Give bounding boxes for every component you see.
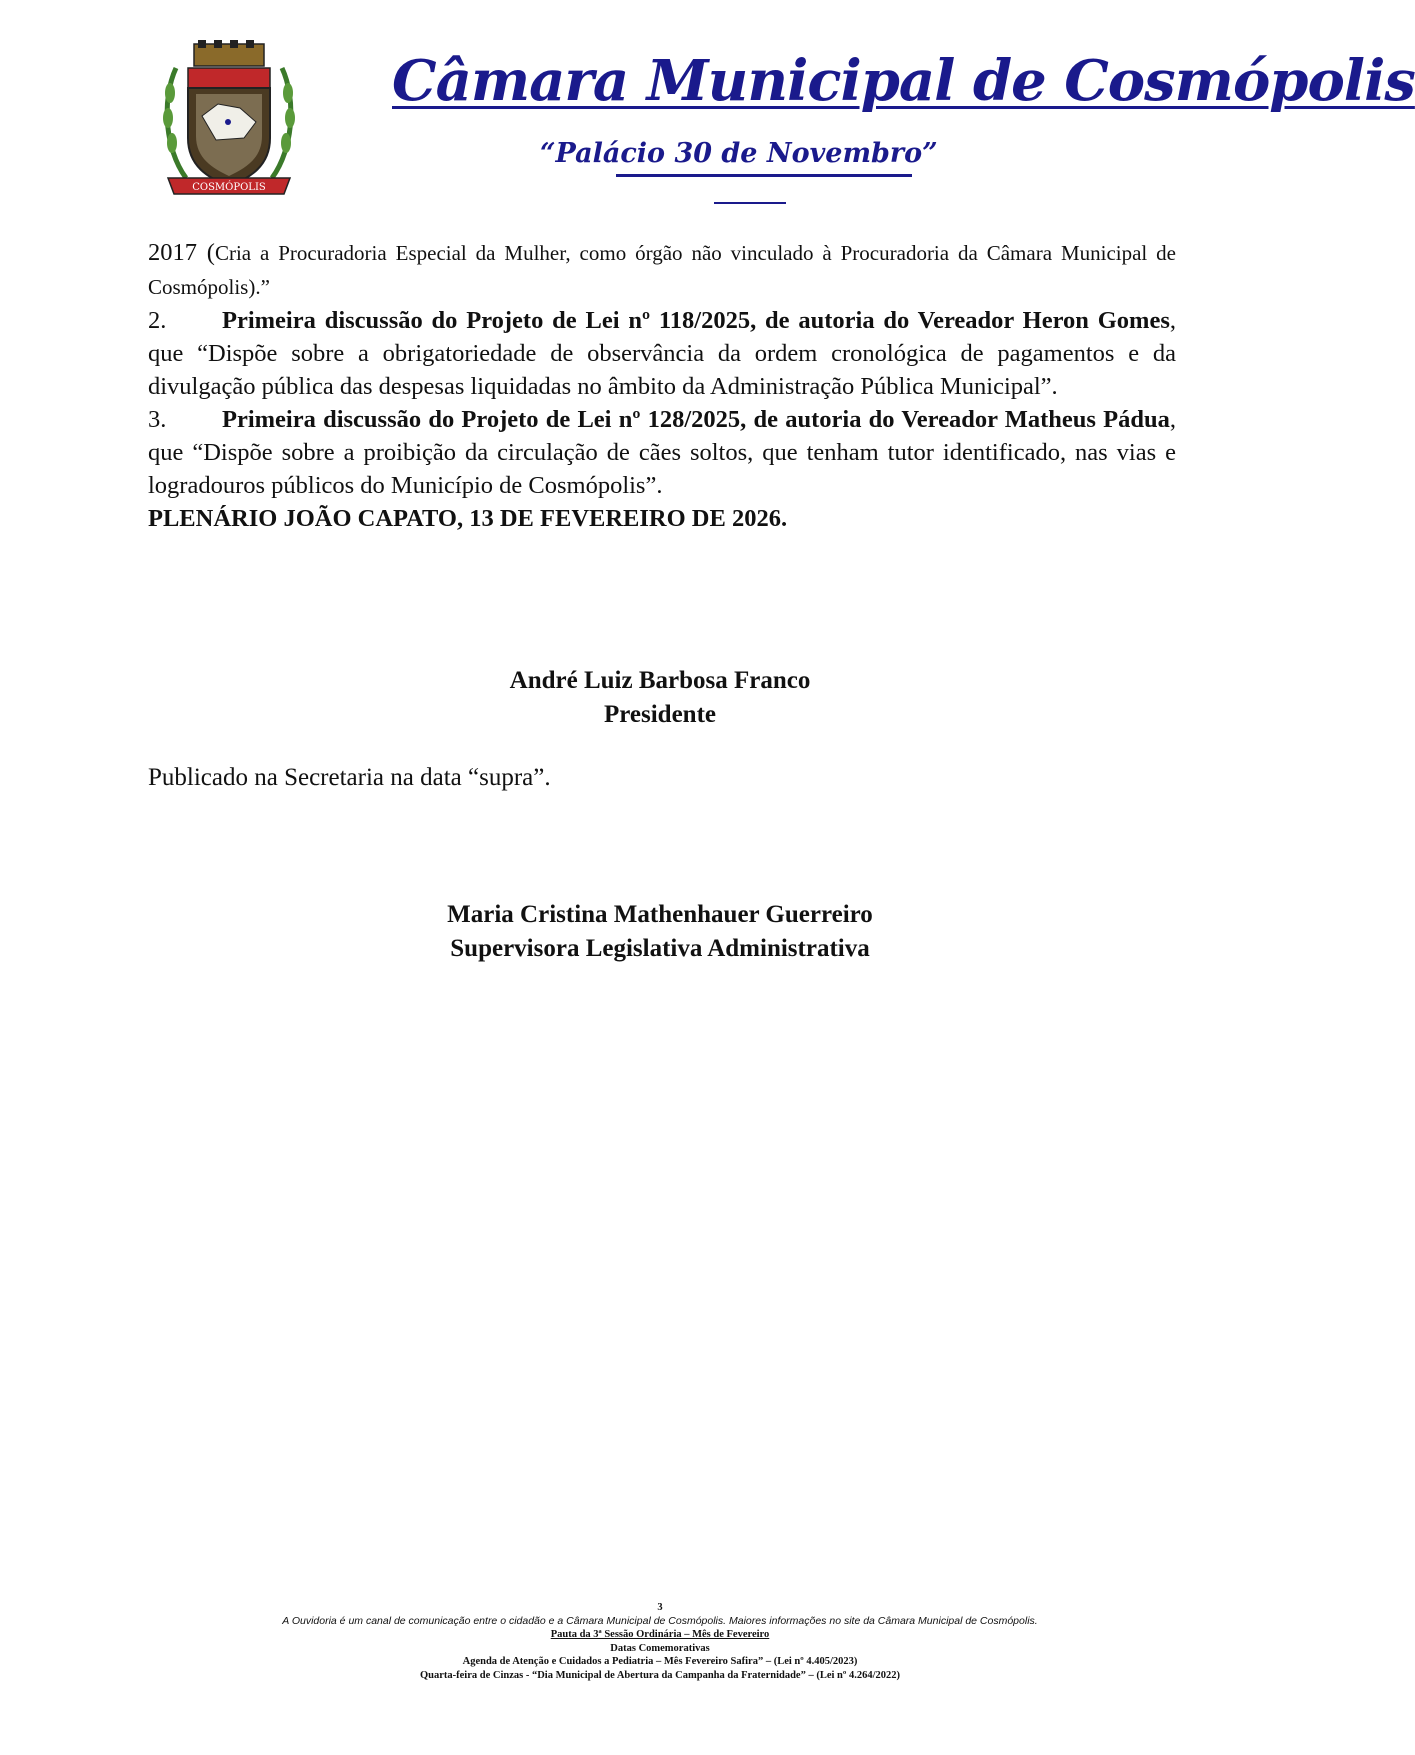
signature-president (0, 664, 1320, 732)
item-number: 3. (148, 406, 167, 433)
crest-ribbon-text: COSMÓPOLIS (192, 182, 266, 193)
intro-year: 2017 ( (148, 239, 215, 266)
item-description: , que “Dispõe sobre a obrigatoriedade de observância da ordem cronológica de pagamentos e da divulgação pública das despesas liquidadas no âmbito da Administração Pública Municipal”. (148, 307, 1176, 400)
subtitle-rule (616, 174, 912, 177)
signatory-name: Maria Cristina Mathenhauer Guerreiro (447, 901, 873, 928)
agenda-item (148, 304, 1176, 403)
ouvidoria-note: A Ouvidoria é um canal de comunicação entre o cidadão e a Câmara Municipal de Cosmópolis. Maiores informações no site da Câmara Municipal de Cosmópolis. (282, 1614, 1038, 1627)
item-title: Primeira discussão do Projeto de Lei nº 128/2025, de autoria do Vereador Matheus Pádua (222, 406, 1170, 433)
agenda-item (148, 403, 1176, 502)
page-footer (0, 1601, 1320, 1682)
page-number: 3 (657, 1602, 663, 1613)
item-description: , que “Dispõe sobre a proibição da circulação de cães soltos, que tenham tutor identificado, nas vias e logradouros públicos do Município de Cosmópolis”. (148, 406, 1176, 499)
municipal-crest-icon (158, 38, 300, 200)
item-number: 2. (148, 307, 167, 334)
signature-supervisor (0, 898, 1320, 966)
closing-line: PLENÁRIO JOÃO CAPATO, 13 DE FEVEREIRO DE 2026. (148, 505, 788, 532)
header-title: Câmara Municipal de Cosmópolis (392, 48, 1415, 114)
signatory-name: André Luiz Barbosa Franco (509, 667, 811, 694)
published-note: Publicado na Secretaria na data “supra”. (148, 764, 551, 791)
subtitle-short-rule (714, 202, 786, 204)
agenda-body (148, 236, 1176, 535)
commemorative-date-item: Agenda de Atenção e Cuidados a Pediatria – Mês Fevereiro Safira” – (Lei nº 4.405/2023) (462, 1656, 858, 1667)
pauta-title: Pauta da 3ª Sessão Ordinária – Mês de Fevereiro (550, 1629, 770, 1640)
intro-text: Cria a Procuradoria Especial da Mulher, como órgão não vinculado à Procuradoria da Câmara Municipal de Cosmópolis).” (148, 241, 1176, 299)
signatory-role: Supervisora Legislativa Administrativa (450, 935, 870, 962)
item-title: Primeira discussão do Projeto de Lei nº 118/2025, de autoria do Vereador Heron Gomes (222, 307, 1170, 334)
commemorative-date-item: Quarta-feira de Cinzas - “Dia Municipal de Abertura da Campanha da Fraternidade” – (Lei nº 4.264/2022) (419, 1669, 901, 1681)
signatory-role: Presidente (603, 701, 716, 728)
header-subtitle: “Palácio 30 de Novembro” (540, 138, 938, 169)
intro-paragraph (148, 236, 1176, 304)
commemorative-dates-heading: Datas Comemorativas (610, 1642, 710, 1654)
